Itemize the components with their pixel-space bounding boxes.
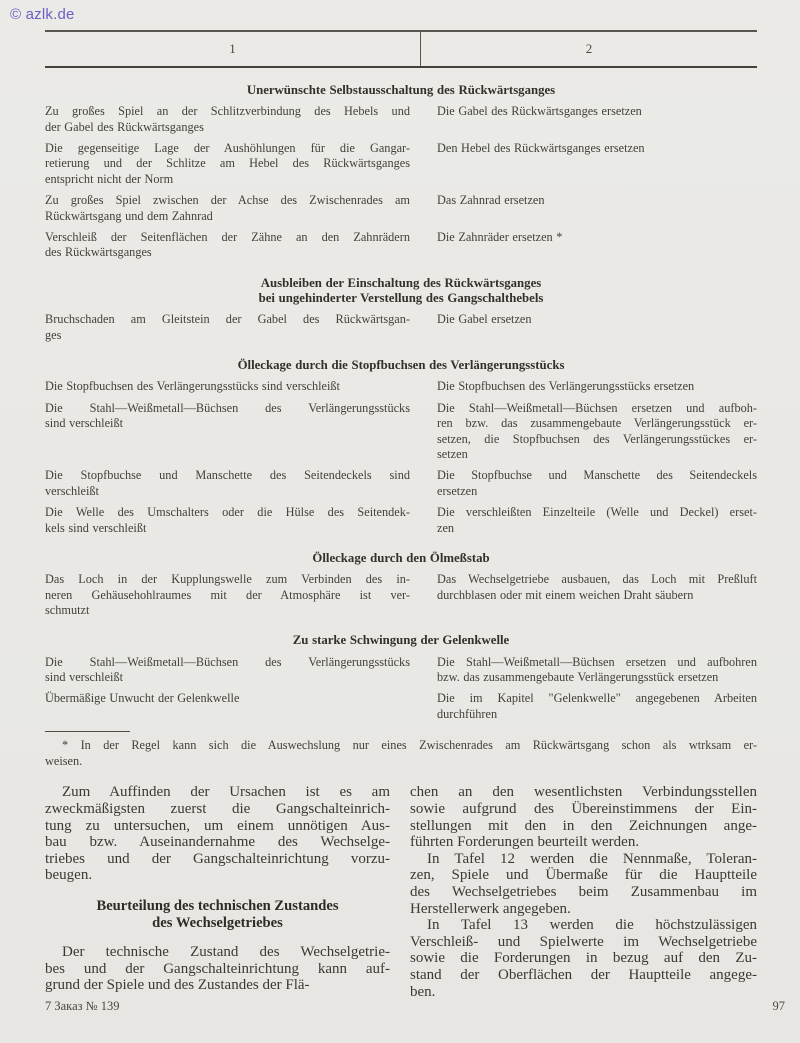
page-content [45, 0, 757, 1000]
cell-gap [410, 230, 437, 261]
body-paragraph: Zum Auffinden der Ursachen ist es am zweckmäßigsten zuerst die Gangschalteinrich- tung zu untersuchen, um einem unnötigen Aus- bau bzw. Auseinandernahme des Wechselge- triebes und der Gangschalteinrichtung vorzu- beugen. [45, 784, 390, 884]
body-heading: Beurteilung des technischen Zustandes des Wechselgetriebes [96, 897, 339, 931]
page-footer [45, 999, 785, 1014]
cell-gap [410, 312, 437, 343]
body-paragraph: In Tafel 12 werden die Nennmaße, Toleran- zen, Spiele und Übermaße für die Hauptteile des Wechselgetriebes beim Zusammenbau im Herstellerwerk angegeben. [410, 850, 757, 917]
fault-row [45, 655, 757, 686]
fault-section [45, 83, 757, 261]
cell-gap [410, 572, 437, 618]
fault-cause: Übermäßige Unwucht der Gelenkwelle [45, 691, 240, 706]
fault-remedy: Die Stahl—Weißmetall—Büchsen ersetzen und aufboh- ren bzw. das zusammengebaute Verlängerungsstück er- setzen, die Stopfbuchsen des Verlängerungsstückes er- setzen [437, 400, 757, 461]
cell-gap [410, 104, 437, 135]
fault-row [45, 141, 757, 187]
fault-cause: Die Stopfbuchsen des Verlängerungsstücks sind verschleißt [45, 379, 340, 394]
fault-row [45, 230, 757, 261]
fault-remedy: Das Wechselgetriebe ausbauen, das Loch mit Preßluft durchblasen oder mit einem weichen Draht säubern [437, 572, 757, 602]
fault-remedy: Die Stopfbuchse und Manschette des Seitendeckels ersetzen [437, 468, 757, 498]
watermark: © azlk.de [10, 6, 75, 23]
cell-gap [410, 655, 437, 686]
fault-cause: Die gegenseitige Lage der Aushöhlungen für die Gangar- retierung und der Schlitze am Hebel des Rückwärtsganges entspricht nicht der Norm [45, 141, 410, 186]
section-title: Zu starke Schwingung der Gelenkwelle [292, 633, 510, 648]
cell-gap [410, 691, 437, 722]
page-number: 97 [772, 999, 785, 1013]
fault-remedy: Die im Kapitel "Gelenkwelle" angegebenen Arbeiten durchführen [437, 691, 757, 721]
cell-gap [410, 401, 437, 463]
fault-remedy: Die Stopfbuchsen des Verlängerungsstücks ersetzen [437, 379, 695, 394]
cell-gap [410, 141, 437, 187]
footnote: * In der Regel kann sich die Auswechslung nur eines Zwischenrades am Rückwärtsgang schon als wtrksam er- weisen. [45, 738, 757, 768]
table-header-col2: 2 [585, 41, 593, 56]
body-paragraph: Der technische Zustand des Wechselgetrie- bes und der Gangschalteinrichtung kann auf- grund der Spiele und des Zustandes der Flä- [45, 943, 390, 994]
fault-cause: Die Stopfbuchse und Manschette des Seitendeckels sind verschleißt [45, 468, 410, 498]
cell-gap [410, 193, 437, 224]
fault-cause: Die Stahl—Weißmetall—Büchsen des Verlängerungsstücks sind verschleißt [45, 400, 410, 431]
fault-row [45, 401, 757, 463]
fault-cause: Die Stahl—Weißmetall—Büchsen des Verlängerungsstücks sind verschleißt [45, 654, 410, 684]
fault-remedy: Das Zahnrad ersetzen [437, 193, 545, 208]
fault-remedy: Die Gabel des Rückwärtsganges ersetzen [437, 104, 642, 119]
cell-gap [410, 468, 437, 499]
fault-section [45, 276, 757, 343]
fault-row [45, 379, 757, 394]
table-header-col1: 1 [45, 32, 421, 66]
fault-section [45, 358, 757, 536]
fault-cause: Zu großes Spiel an der Schlitzverbindung des Hebels und der Gabel des Rückwärtsganges [45, 104, 410, 134]
fault-table-body [45, 83, 757, 722]
fault-section [45, 551, 757, 618]
fault-section [45, 633, 757, 722]
section-title: Ölleckage durch die Stopfbuchsen des Verlängerungsstücks [237, 358, 565, 373]
fault-row [45, 468, 757, 499]
fault-cause: Zu großes Spiel zwischen der Achse des Zwischenrades am Rückwärtsgang und dem Zahnrad [45, 193, 410, 223]
body-column-left [45, 784, 390, 1000]
fault-remedy: Den Hebel des Rückwärtsganges ersetzen [437, 141, 645, 156]
fault-remedy: Die Stahl—Weißmetall—Büchsen ersetzen und aufbohren bzw. das zusammengebaute Verlängerungsstück ersetzen [437, 654, 757, 684]
fault-remedy: Die Zahnräder ersetzen * [437, 230, 563, 245]
body-column-right [410, 784, 757, 1000]
body-text [45, 784, 757, 1000]
footnote-rule [45, 731, 130, 732]
fault-cause: Verschleiß der Seitenflächen der Zähne an den Zahnrädern des Rückwärtsganges [45, 230, 410, 260]
fault-row [45, 312, 757, 343]
cell-gap [410, 379, 437, 394]
fault-remedy: Die verschleißten Einzelteile (Welle und Deckel) erset- zen [437, 505, 757, 535]
fault-cause: Bruchschaden am Gleitstein der Gabel des Rückwärtsgan- ges [45, 312, 410, 342]
fault-row [45, 505, 757, 536]
fault-cause: Das Loch in der Kupplungswelle zum Verbinden des in- neren Gehäusehohlraumes mit der Atmosphäre ist ver- schmutzt [45, 572, 410, 617]
column-gap [390, 784, 410, 1000]
cell-gap [410, 505, 437, 536]
table-header [45, 30, 757, 68]
body-paragraph: In Tafel 13 werden die höchstzulässigen Verschleiß- und Spielwerte im Wechselgetriebe sowie die Forderungen in bezug auf den Zu- stand der Oberflächen der Hauptteile angege- ben. [410, 917, 757, 1000]
print-order-number: 7 Заказ № 139 [45, 999, 120, 1013]
fault-cause: Die Welle des Umschalters oder die Hülse des Seitendek- kels sind verschleißt [45, 505, 410, 535]
section-title: Ölleckage durch den Ölmeßstab [312, 550, 490, 565]
fault-row [45, 104, 757, 135]
fault-row [45, 193, 757, 224]
fault-row [45, 691, 757, 722]
body-paragraph: chen an den wesentlichsten Verbindungsstellen sowie aufgrund des Übereinstimmens der Ein- stellungen mit den in den Zeichnungen ange- führten Forderungen beurteilt werden. [410, 784, 757, 851]
fault-remedy: Die Gabel ersetzen [437, 312, 532, 327]
section-title: Unerwünschte Selbstausschaltung des Rückwärtsganges [246, 83, 556, 97]
fault-row [45, 572, 757, 618]
section-title: Ausbleiben der Einschaltung des Rückwärtsganges bei ungehinderter Verstellung des Gangschalthebels [258, 275, 544, 306]
